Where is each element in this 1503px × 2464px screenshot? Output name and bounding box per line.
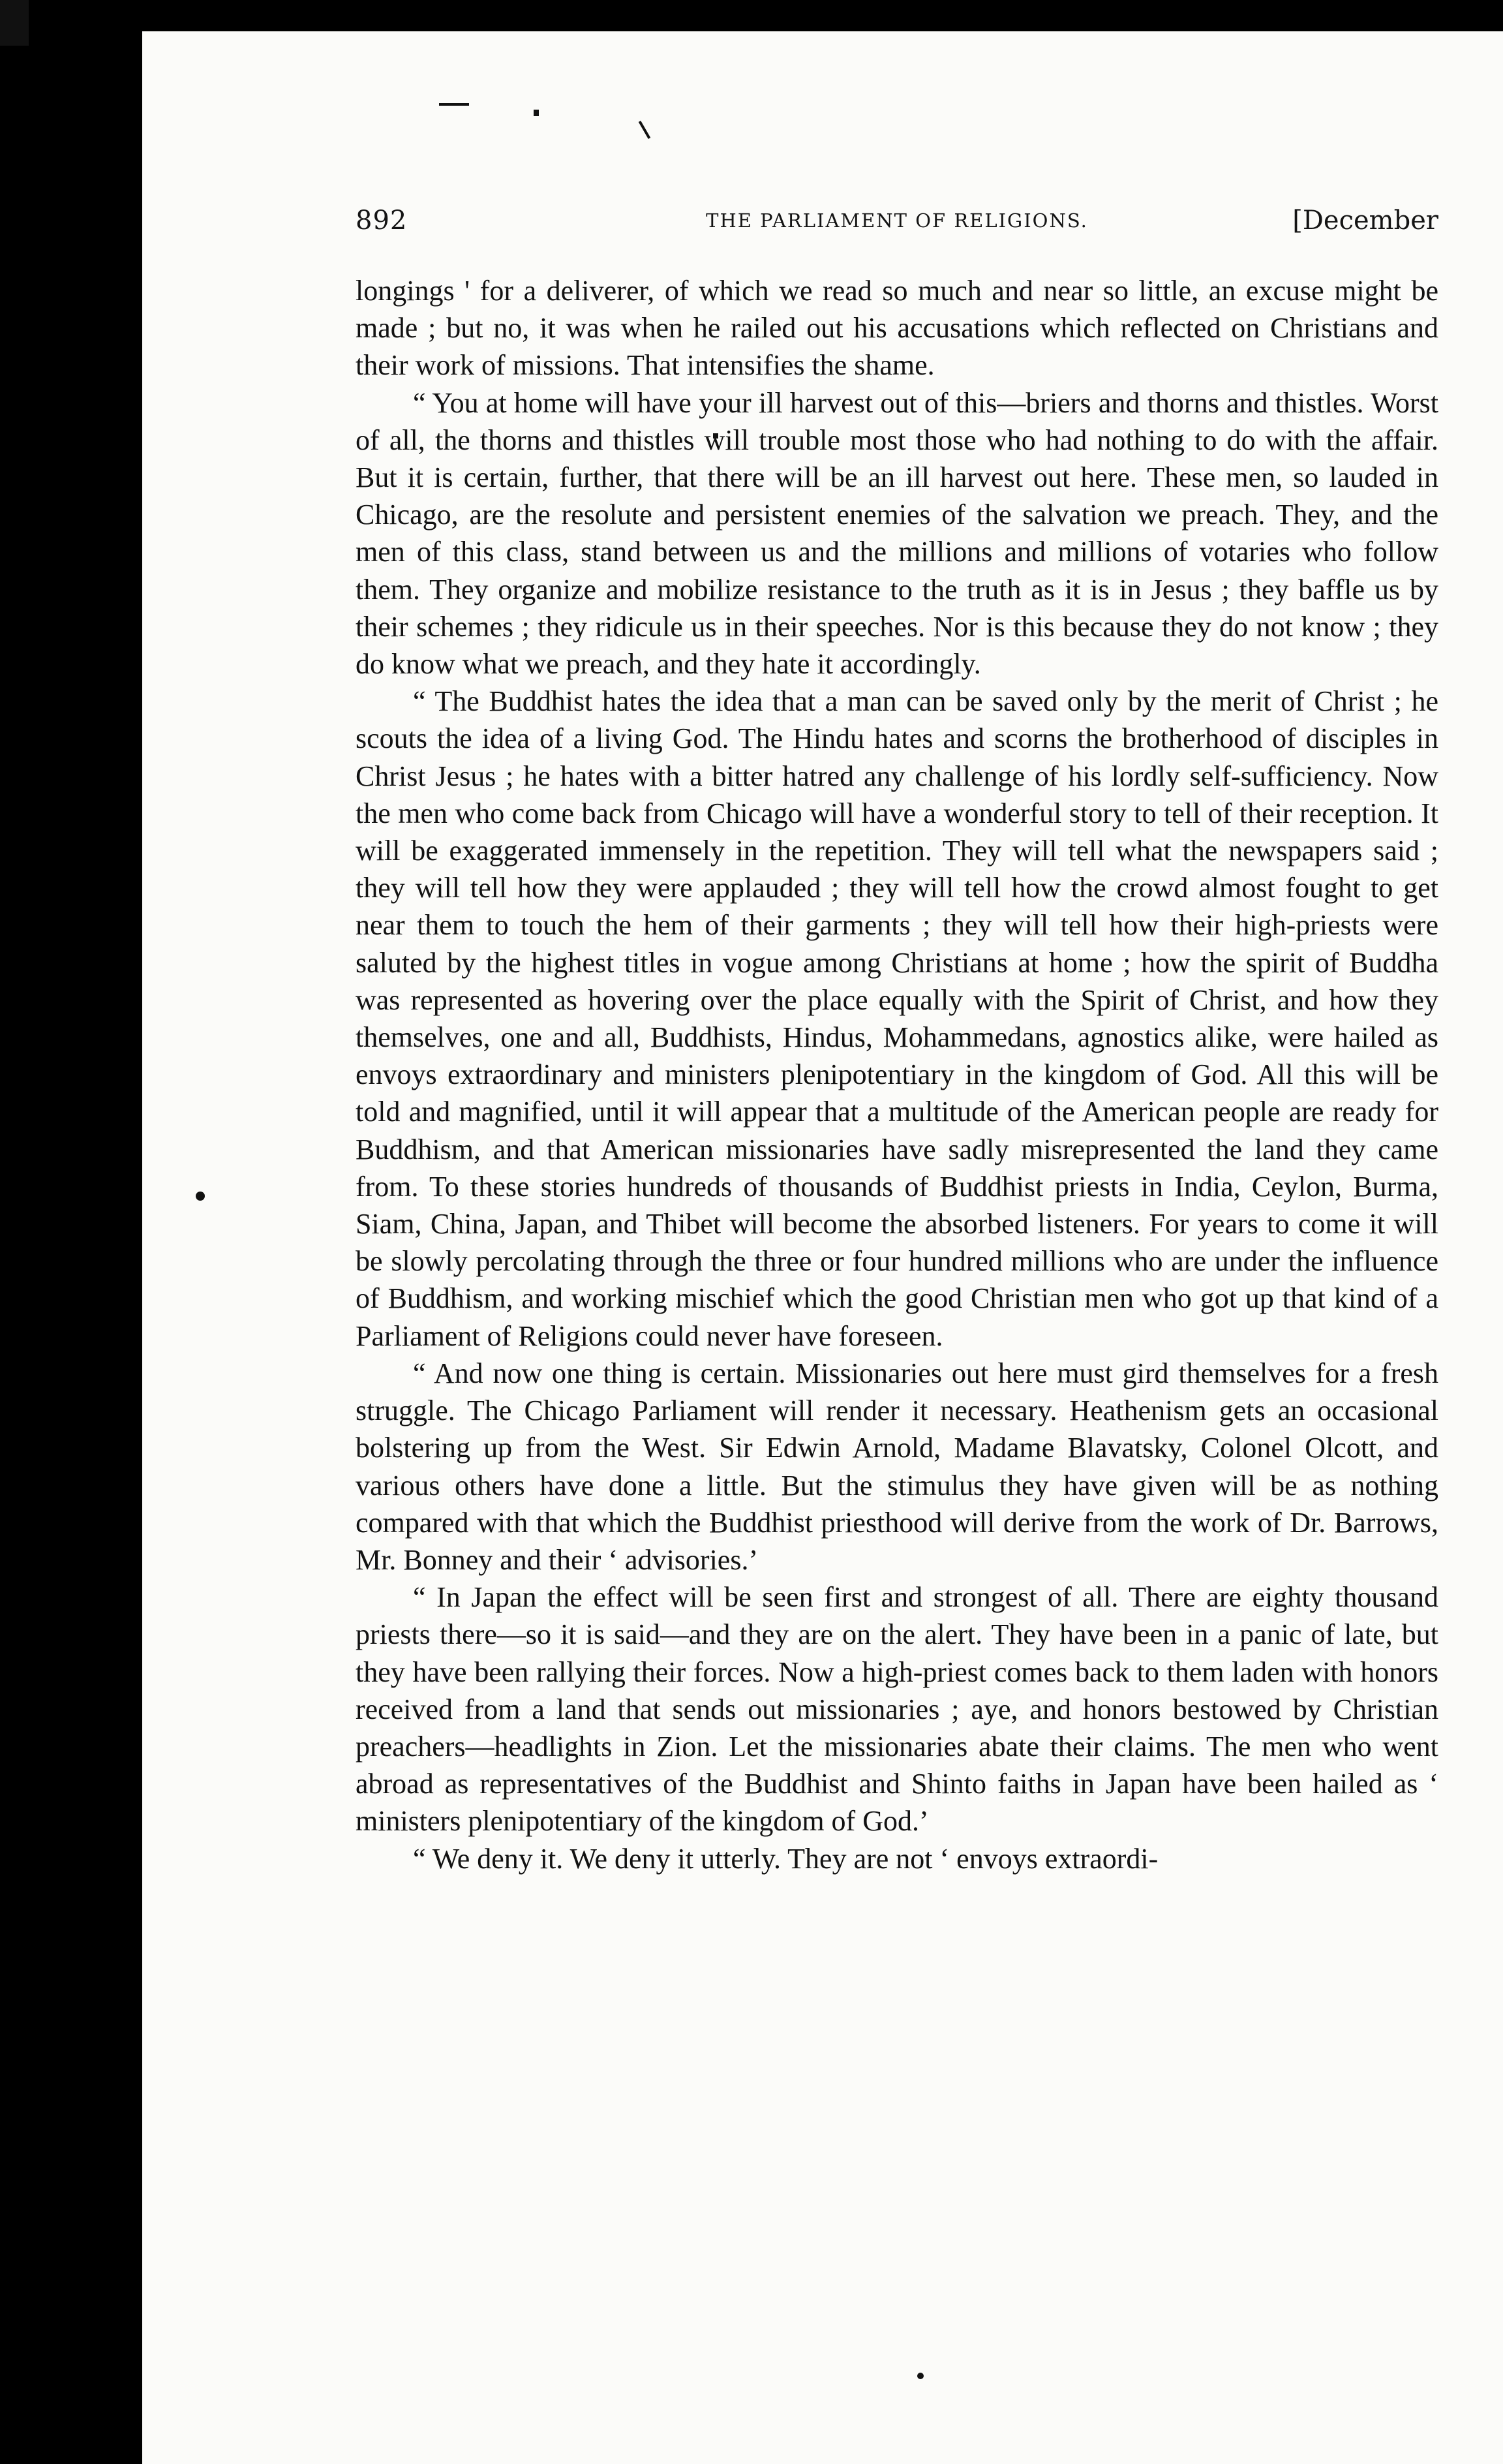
page-speck-f: [917, 2373, 924, 2379]
paragraph-5: “ In Japan the effect will be seen first and strongest of all. There are eighty thousand priests there—so it is said—and they are on the alert. They have been in a panic of late, but they have been rallying their forces. Now a high-priest comes back to them laden with honors received from a land that sends out missionaries ; aye, and honors bestowed by Christian preachers—headlights in Zion. Let the missionaries abate their claims. The men who went abroad as representatives of the Buddhist and Shinto faiths in Japan have been hailed as ‘ ministers plenipotentiary of the kingdom of God.’: [356, 1581, 1438, 1838]
paragraph-2: “ You at home will have your ill harvest out of this—briers and thorns and thistles. Worst of all, the thorns and thistles will trouble most those who had nothing to do with the affair. But it is certain, further, that there will be an ill harvest out here. These men, so lauded in Chicago, are the resolute and persistent enemies of the salvation we preach. They, and the men of this class, stand between us and the millions and millions of votaries who follow them. They organize and mobilize resistance to the truth as it is in Jesus ; they baffle us by their schemes ; they ridicule us in their speeches. Nor is this because they do not know ; they do know what we preach, and they hate it accordingly.: [356, 386, 1438, 681]
page-speck-b: [534, 110, 539, 116]
running-head-date: [December: [1292, 206, 1438, 236]
page-header: [356, 206, 1438, 245]
paragraph-4: “ And now one thing is certain. Missionaries out here must gird themselves for a fresh struggle. The Chicago Parliament will render it necessary. Heathenism gets an occasional bolstering up from the West. Sir Edwin Arnold, Madame Blavatsky, Colonel Olcott, and various others have done a little. But the stimulus they have given will be as nothing compared with that which the Buddhist priesthood will derive from the work of Dr. Barrows, Mr. Bonney and their ‘ advisories.’: [356, 1357, 1438, 1576]
page-speck-e: [196, 1192, 205, 1201]
scan-mark-top-left: [0, 0, 29, 46]
running-head: THE PARLIAMENT OF RELIGIONS.: [706, 209, 1088, 232]
paragraph-3: “ The Buddhist hates the idea that a man can be saved only by the merit of Christ ; he scouts the idea of a living God. The Hindu hates and scorns the brotherhood of disciples in Christ Jesus ; he hates with a bitter hatred any challenge of his lordly self-sufficiency. Now the men who come back from Chicago will have a wonderful story to tell of their reception. It will be exaggerated immensely in the repetition. They will tell what the newspapers said ; they will tell how they were applauded ; they will tell how the crowd almost fought to get near them to touch the hem of their garments ; they will tell how their high-priests were saluted by the highest titles in vogue among Christians at home ; how the spirit of Buddha was represented as hovering over the place equally with the Spirit of Christ, and how they themselves, one and all, Buddhists, Hindus, Mohammedans, agnostics alike, were hailed as envoys extraordinary and ministers plenipotentiary in the kingdom of God. All this will be told and magnified, until it will appear that a multitude of the American people are ready for Buddhism, and that American missionaries have sadly misrepresented the land they came from. To these stories hundreds of thousands of Buddhist priests in India, Ceylon, Burma, Siam, China, Japan, and Thibet will become the absorbed listeners. For years to come it will be slowly percolating through the three or four hundred millions who are under the influence of Buddhism, and working mischief which the good Christian men who got up that kind of a Parliament of Religions could never have foreseen.: [356, 685, 1438, 1352]
page-number: 892: [356, 206, 408, 236]
paragraph-1: longings ' for a deliverer, of which we read so much and near so little, an excuse might be made ; but no, it was when he railed out his accusations which reflected on Christians and their work of missions. That intensifies the shame.: [356, 275, 1438, 382]
paragraph-6: “ We deny it. We deny it utterly. They are not ‘ envoys extraordi-: [413, 1842, 1159, 1875]
body-text: [356, 272, 1438, 1877]
page-speck-a: [439, 103, 469, 106]
page-speck-c: [639, 121, 650, 139]
